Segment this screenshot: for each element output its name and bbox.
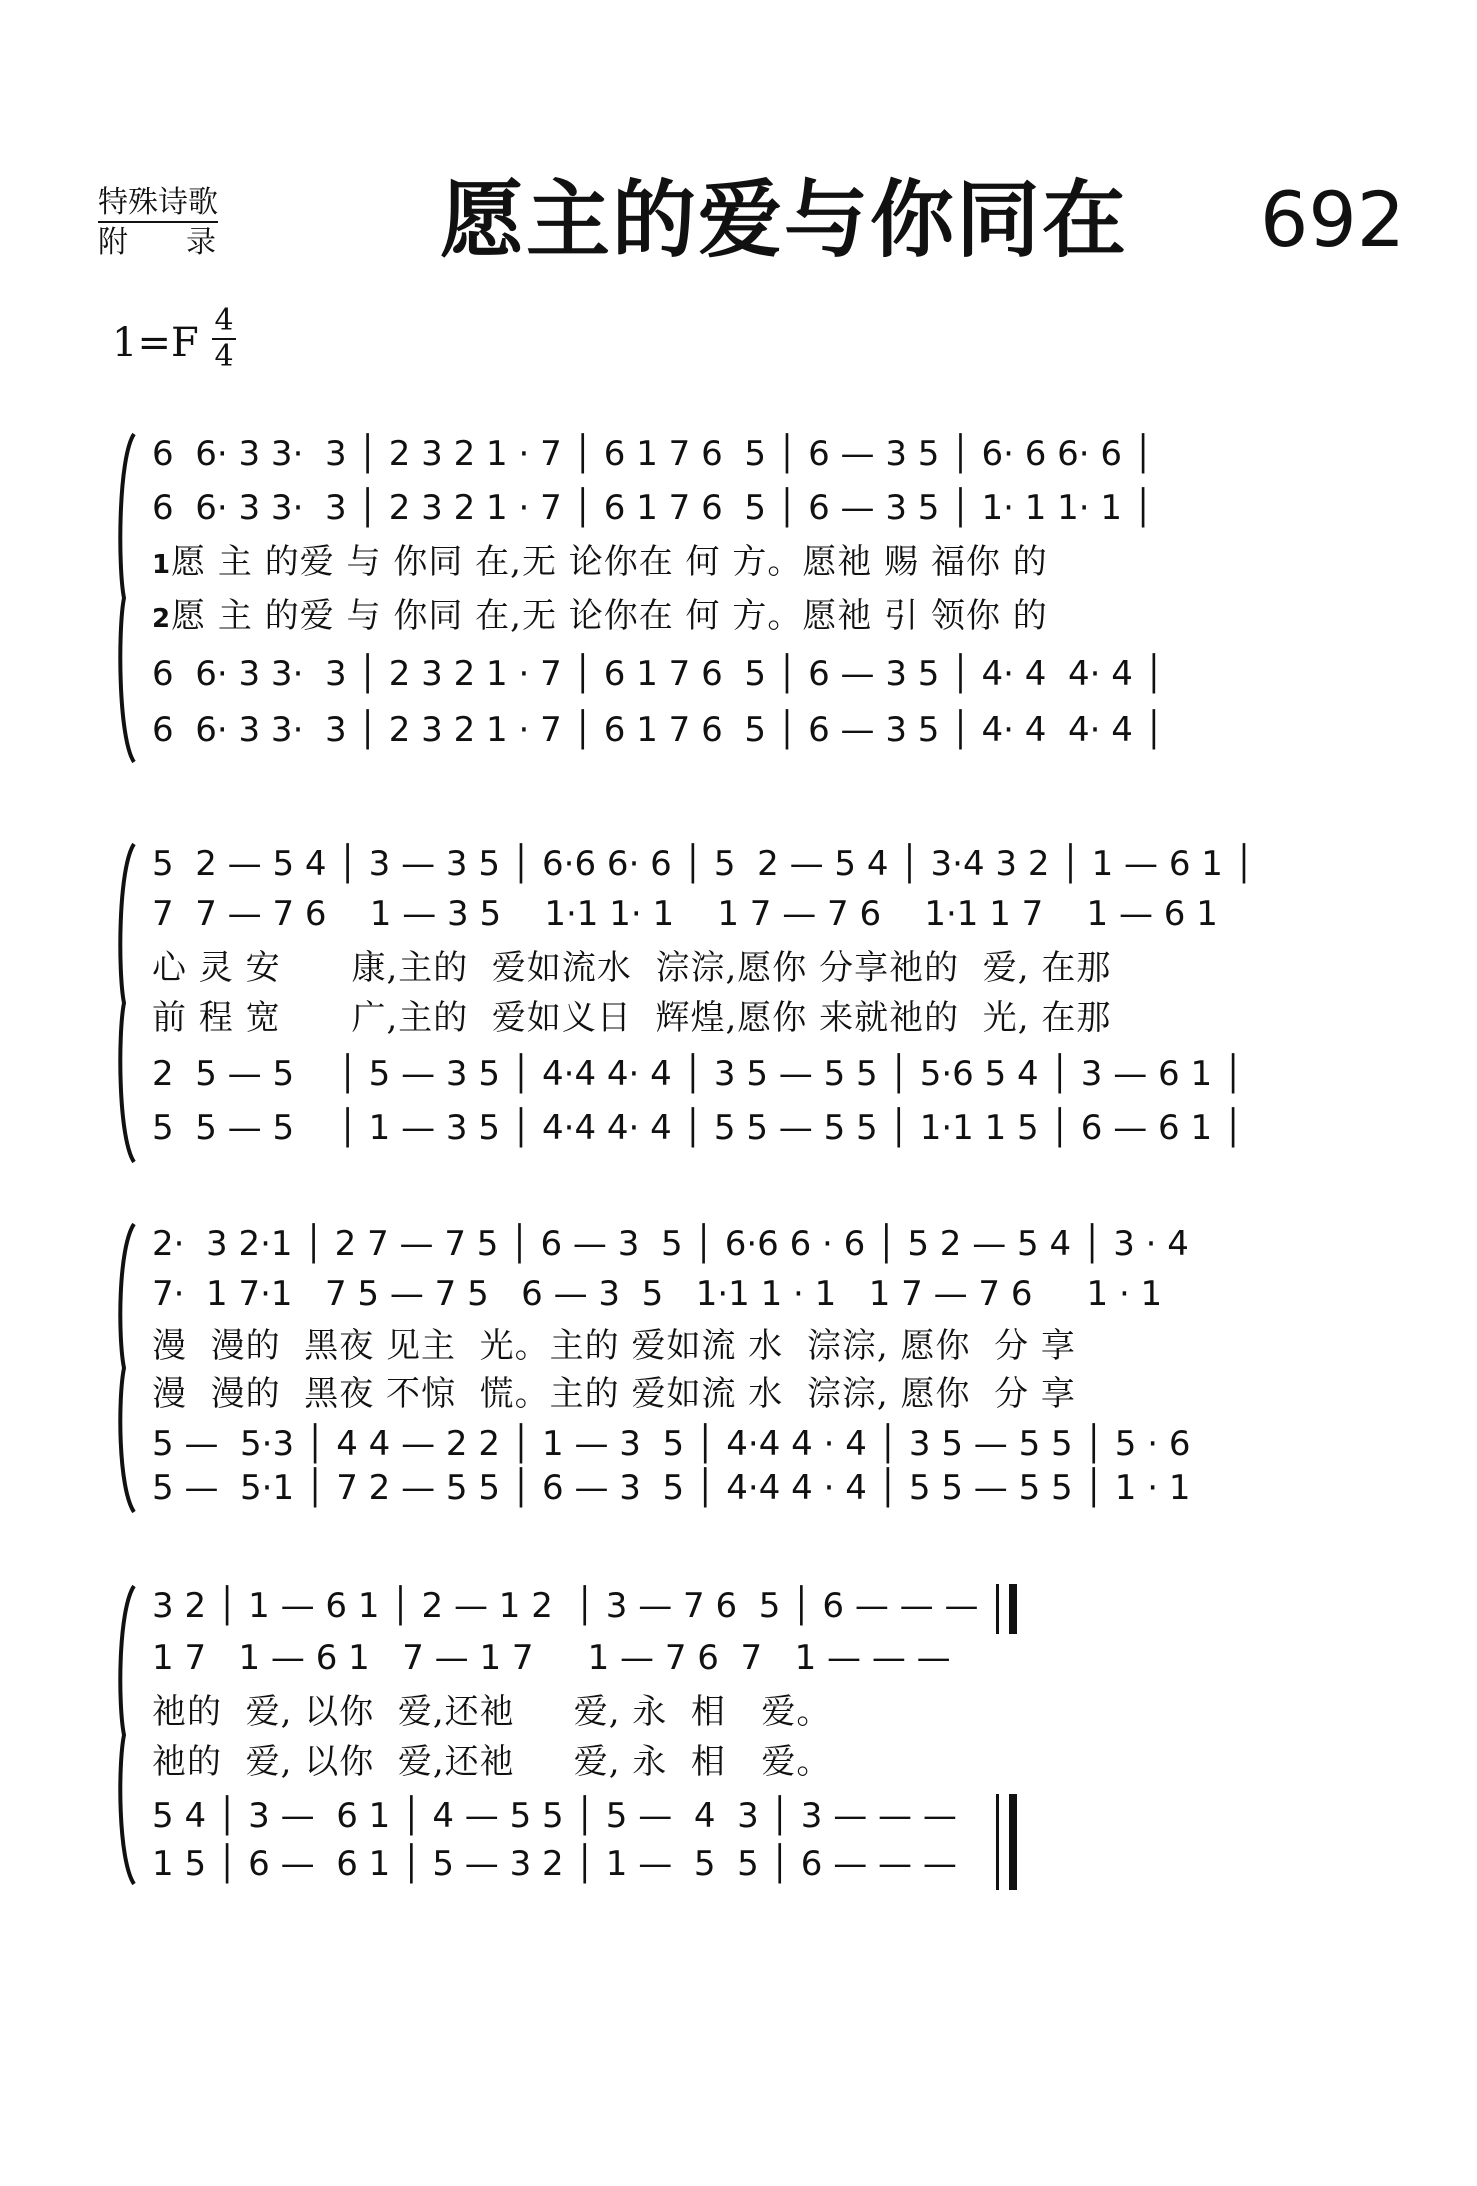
final-barline <box>996 1584 1017 1634</box>
tenor-notes: 2 5 — 5 │ 5 — 3 5 │ 4·4 4· 4 │ 3 5 — 5 5 │ 5·6 5 4 │ 3 — 6 1 │ <box>152 1054 1244 1094</box>
soprano-notes: 5 2 — 5 4 │ 3 — 3 5 │ 6·6 6· 6 │ 5 2 — 5 4 │ 3·4 3 2 │ 1 — 6 1 │ <box>152 844 1255 884</box>
lyrics-verse-1: 漫 漫的 黑夜 见主 光。主的 爱如流 水 淙淙, 愿你 分 享 <box>152 1326 1076 1366</box>
system-brace <box>112 1580 138 1890</box>
lyrics-verse-1: 1愿 主 的爱 与 你同 在,无 论你在 何 方。愿祂 赐 福你 的 <box>152 542 1048 582</box>
verse-number: 1 <box>152 550 172 580</box>
time-signature <box>212 303 236 374</box>
hymn-title: 愿主的爱与你同在 <box>440 170 1129 269</box>
bass-notes: 1 5 │ 6 — 6 1 │ 5 — 3 2 │ 1 — 5 5 │ 6 — — — <box>152 1844 957 1884</box>
score-system-2 <box>112 838 1352 1168</box>
soprano-notes: 3 2 │ 1 — 6 1 │ 2 — 1 2 │ 3 — 7 6 5 │ 6 — — — <box>152 1586 979 1626</box>
system-brace <box>112 1218 138 1518</box>
category-label: 特殊诗歌 <box>98 187 218 223</box>
system-brace <box>112 428 138 768</box>
alto-notes: 6 6· 3 3· 3 │ 2 3 2 1 · 7 │ 6 1 7 6 5 │ 6 — 3 5 │ 1· 1 1· 1 │ <box>152 488 1154 528</box>
bass-notes: 6 6· 3 3· 3 │ 2 3 2 1 · 7 │ 6 1 7 6 5 │ 6 — 3 5 │ 4· 4 4· 4 │ <box>152 710 1165 750</box>
final-barline <box>996 1794 1017 1890</box>
tenor-notes: 6 6· 3 3· 3 │ 2 3 2 1 · 7 │ 6 1 7 6 5 │ 6 — 3 5 │ 4· 4 4· 4 │ <box>152 654 1165 694</box>
time-sig-top: 4 <box>214 303 234 338</box>
lyrics-verse-2: 前 程 宽 广,主的 爱如义日 辉煌,愿你 来就祂的 光, 在那 <box>152 998 1112 1038</box>
lyrics-verse-2: 漫 漫的 黑夜 不惊 慌。主的 爱如流 水 淙淙, 愿你 分 享 <box>152 1374 1076 1414</box>
appendix-label: 附录 <box>98 225 274 260</box>
tenor-notes: 5 4 │ 3 — 6 1 │ 4 — 5 5 │ 5 — 4 3 │ 3 — — — <box>152 1796 957 1836</box>
alto-notes: 7 7 — 7 6 1 — 3 5 1·1 1· 1 1 7 — 7 6 1·1 1 7 1 — 6 1 <box>152 894 1218 934</box>
score-system-3 <box>112 1218 1352 1518</box>
time-sig-bottom: 4 <box>212 338 236 372</box>
hymn-number: 692 <box>1260 175 1406 264</box>
score-system-1 <box>112 428 1352 768</box>
lyrics-verse-1: 心 灵 安 康,主的 爱如流水 淙淙,愿你 分享祂的 爱, 在那 <box>152 948 1112 988</box>
key-signature: 1=F <box>112 320 199 366</box>
lyrics-verse-2: 2愿 主 的爱 与 你同 在,无 论你在 何 方。愿祂 引 领你 的 <box>152 596 1048 636</box>
lyrics-verse-2: 祂的 爱, 以你 爱,还祂 爱, 永 相 爱。 <box>152 1742 832 1782</box>
bass-notes: 5 5 — 5 │ 1 — 3 5 │ 4·4 4· 4 │ 5 5 — 5 5 │ 1·1 1 5 │ 6 — 6 1 │ <box>152 1108 1244 1148</box>
lyrics-verse-1: 祂的 爱, 以你 爱,还祂 爱, 永 相 爱。 <box>152 1692 832 1732</box>
score-system-4 <box>112 1580 1352 1890</box>
bass-notes: 5 — 5·1 │ 7 2 — 5 5 │ 6 — 3 5 │ 4·4 4 · 4 │ 5 5 — 5 5 │ 1 · 1 <box>152 1468 1191 1508</box>
alto-notes: 7· 1 7·1 7 5 — 7 5 6 — 3 5 1·1 1 · 1 1 7 — 7 6 1 · 1 <box>152 1274 1163 1314</box>
verse-number: 2 <box>152 604 172 634</box>
alto-notes: 1 7 1 — 6 1 7 — 1 7 1 — 7 6 7 1 — — — <box>152 1638 951 1678</box>
soprano-notes: 2· 3 2·1 │ 2 7 — 7 5 │ 6 — 3 5 │ 6·6 6 · 6 │ 5 2 — 5 4 │ 3 · 4 <box>152 1224 1189 1264</box>
tenor-notes: 5 — 5·3 │ 4 4 — 2 2 │ 1 — 3 5 │ 4·4 4 · 4 │ 3 5 — 5 5 │ 5 · 6 <box>152 1424 1191 1464</box>
soprano-notes: 6 6· 3 3· 3 │ 2 3 2 1 · 7 │ 6 1 7 6 5 │ 6 — 3 5 │ 6· 6 6· 6 │ <box>152 434 1154 474</box>
system-brace <box>112 838 138 1168</box>
